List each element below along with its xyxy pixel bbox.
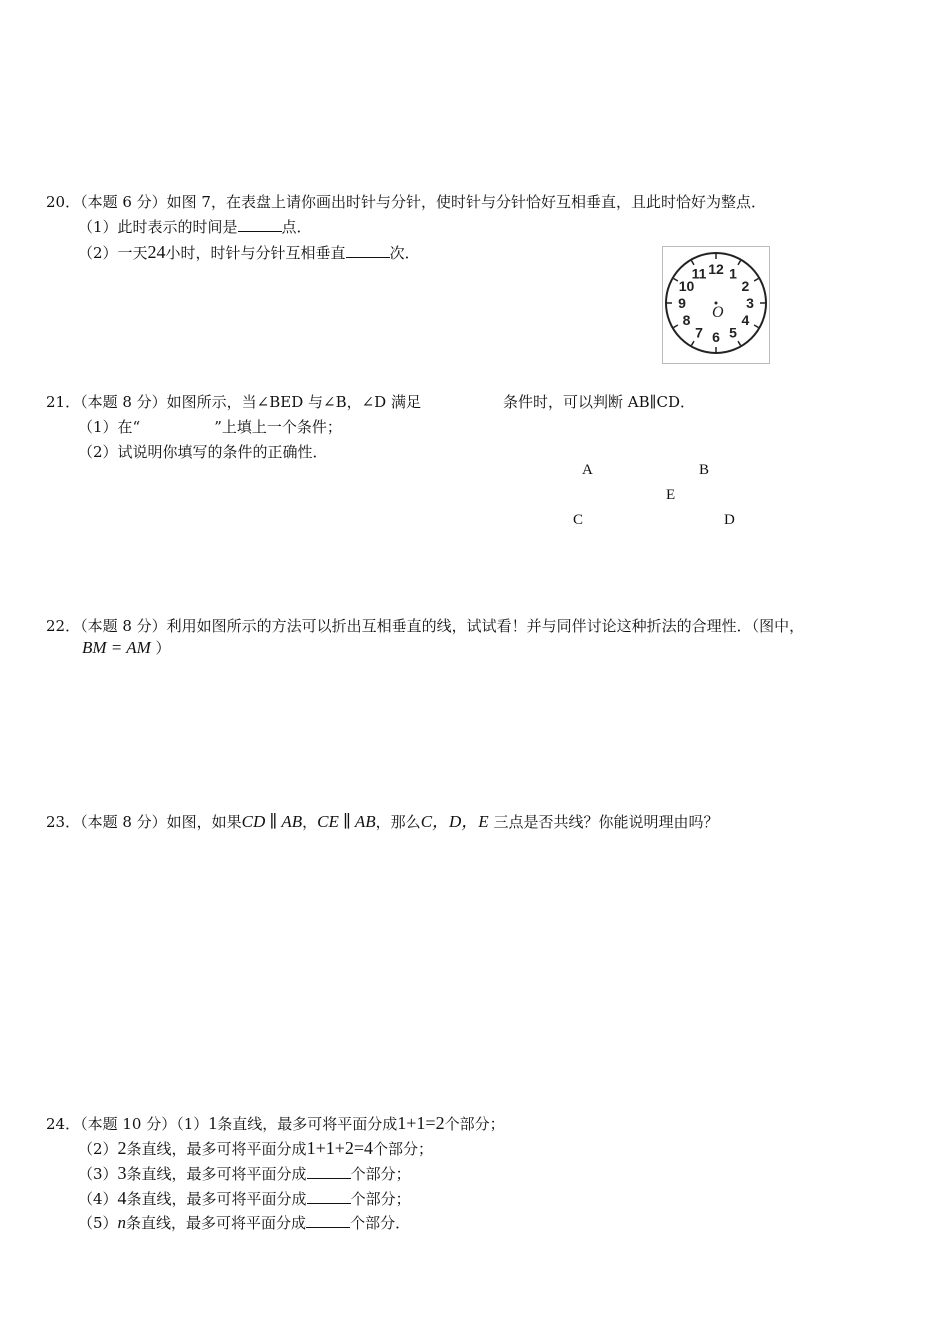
clock-number-11: 11: [691, 265, 707, 282]
q24-l4-count: 4: [117, 1188, 127, 1208]
q22-formula-line: [82, 638, 171, 658]
clock-tick: [674, 279, 678, 282]
q23-mid: ，那么: [375, 813, 421, 831]
point-label-e: E: [666, 487, 676, 503]
clock-tick: [692, 261, 695, 265]
q24-l2-expression: 1+1+2=4: [306, 1138, 374, 1158]
q24-l1-prefix: 24．（本题 10 分）（1）: [46, 1115, 209, 1133]
q23-stem: [46, 812, 718, 832]
q20-stem: 20．（本题 6 分）如图 7，在表盘上请你画出时针与分针，使时针与分针恰好互相垂直，且此时恰好为整点．: [46, 193, 766, 211]
clock-tick: [674, 325, 678, 328]
q24-line2: [78, 1138, 433, 1159]
q23-prefix: 23．（本题 8 分）如图，如果: [46, 813, 242, 831]
q24-l1-end: 个部分；: [444, 1115, 505, 1133]
clock-number-12: 12: [708, 261, 724, 277]
q24-l5-count: n: [117, 1213, 127, 1232]
clock-tick: [754, 325, 758, 328]
q20-part1-end: 点．: [281, 218, 312, 236]
clock-number-2: 2: [741, 278, 750, 294]
q24-l4-text: 条直线，最多可将平面分成: [126, 1190, 307, 1208]
point-label-b: B: [699, 462, 710, 478]
clock-tick: [692, 341, 695, 345]
q20-part2-end: 次．: [389, 244, 420, 262]
q21-stem-text: 21．（本题 8 分）如图所示，当∠BED 与∠B，∠D 满足: [46, 393, 421, 411]
clock-number-10: 10: [678, 278, 695, 294]
clock-tick: [738, 341, 741, 345]
clock-center-label: O: [712, 304, 724, 321]
point-label-c: C: [573, 512, 584, 528]
point-label-a: A: [582, 462, 593, 478]
q24-l3-count: 3: [117, 1163, 127, 1183]
q24-line5: [78, 1213, 410, 1233]
q23-suffix: 三点是否共线？你能说明理由吗？: [493, 813, 719, 831]
q24-l2-prefix: （2）: [78, 1140, 118, 1158]
q22-stem: 22．（本题 8 分）利用如图所示的方法可以折出互相垂直的线，试试看！并与同伴讨论这种折法的合理性．（图中，: [46, 617, 805, 635]
q24-l3-text: 条直线，最多可将平面分成: [126, 1165, 307, 1183]
q21-part1: [78, 417, 342, 437]
q24-l1-text: 条直线，最多可将平面分成: [217, 1115, 398, 1133]
q20-part2-mid: 小时，时针与分针互相垂直: [165, 244, 346, 262]
q22-close-paren: ）: [155, 639, 171, 657]
q20-part2: [78, 242, 420, 263]
clock-face-figure: [662, 246, 770, 364]
q20-part1: [78, 217, 312, 237]
q24-l1-expression: 1+1=2: [397, 1113, 445, 1133]
clock-tick: [738, 261, 741, 265]
clock-number-1: 1: [729, 265, 737, 282]
q24-l3-end: 个部分；: [350, 1165, 411, 1183]
clock-number-4: 4: [741, 312, 750, 328]
clock-number-5: 5: [729, 324, 737, 341]
q24-l5-end: 个部分．: [350, 1214, 411, 1232]
answer-blank[interactable]: [307, 1189, 351, 1204]
q20-part2-text: （2）一天: [78, 244, 148, 262]
q24-l1-count: 1: [208, 1113, 218, 1133]
q24-l3-prefix: （3）: [78, 1165, 118, 1183]
point-label-d: D: [724, 512, 735, 528]
q24-line4: [78, 1188, 411, 1209]
q21-stem: [46, 392, 695, 412]
q21-stem-end: 条件时，可以判断 AB∥CD．: [502, 393, 696, 411]
q24-l4-prefix: （4）: [78, 1190, 118, 1208]
answer-blank[interactable]: [238, 217, 282, 232]
q24-line1: [46, 1113, 505, 1134]
q23-formula-ce-ab: CE ∥ AB: [317, 812, 376, 831]
clock-tick: [754, 279, 758, 282]
q24-l5-prefix: （5）: [78, 1214, 118, 1232]
q24-l2-end: 个部分；: [373, 1140, 434, 1158]
clock-number-7: 7: [695, 324, 703, 341]
q21-part2: （2）试说明你填写的条件的正确性．: [78, 443, 328, 461]
q21-part1-text: （1）在“: [78, 418, 141, 436]
answer-blank[interactable]: [307, 1164, 351, 1179]
q24-line3: [78, 1163, 411, 1184]
clock-number-8: 8: [682, 312, 691, 328]
q22-formula: BM = AM: [82, 638, 151, 657]
q23-formula-cd-ab: CD ∥ AB: [241, 812, 303, 831]
q24-l2-text: 条直线，最多可将平面分成: [126, 1140, 307, 1158]
clock-number-6: 6: [712, 329, 720, 345]
clock-svg: [663, 247, 769, 363]
q20-hours-number: 24: [147, 242, 166, 262]
q21-part1-end: ”上填上一个条件；: [214, 418, 342, 436]
q24-l5-text: 条直线，最多可将平面分成: [126, 1214, 307, 1232]
answer-blank[interactable]: [306, 1213, 350, 1228]
q24-l4-end: 个部分；: [350, 1190, 411, 1208]
answer-blank[interactable]: [346, 243, 390, 258]
q20-part1-text: （1）此时表示的时间是: [78, 218, 238, 236]
q23-points: C，D，E: [420, 812, 489, 831]
clock-number-9: 9: [678, 295, 686, 311]
q24-l2-count: 2: [117, 1138, 127, 1158]
q23-sep: ，: [302, 813, 318, 831]
clock-number-3: 3: [746, 295, 754, 311]
